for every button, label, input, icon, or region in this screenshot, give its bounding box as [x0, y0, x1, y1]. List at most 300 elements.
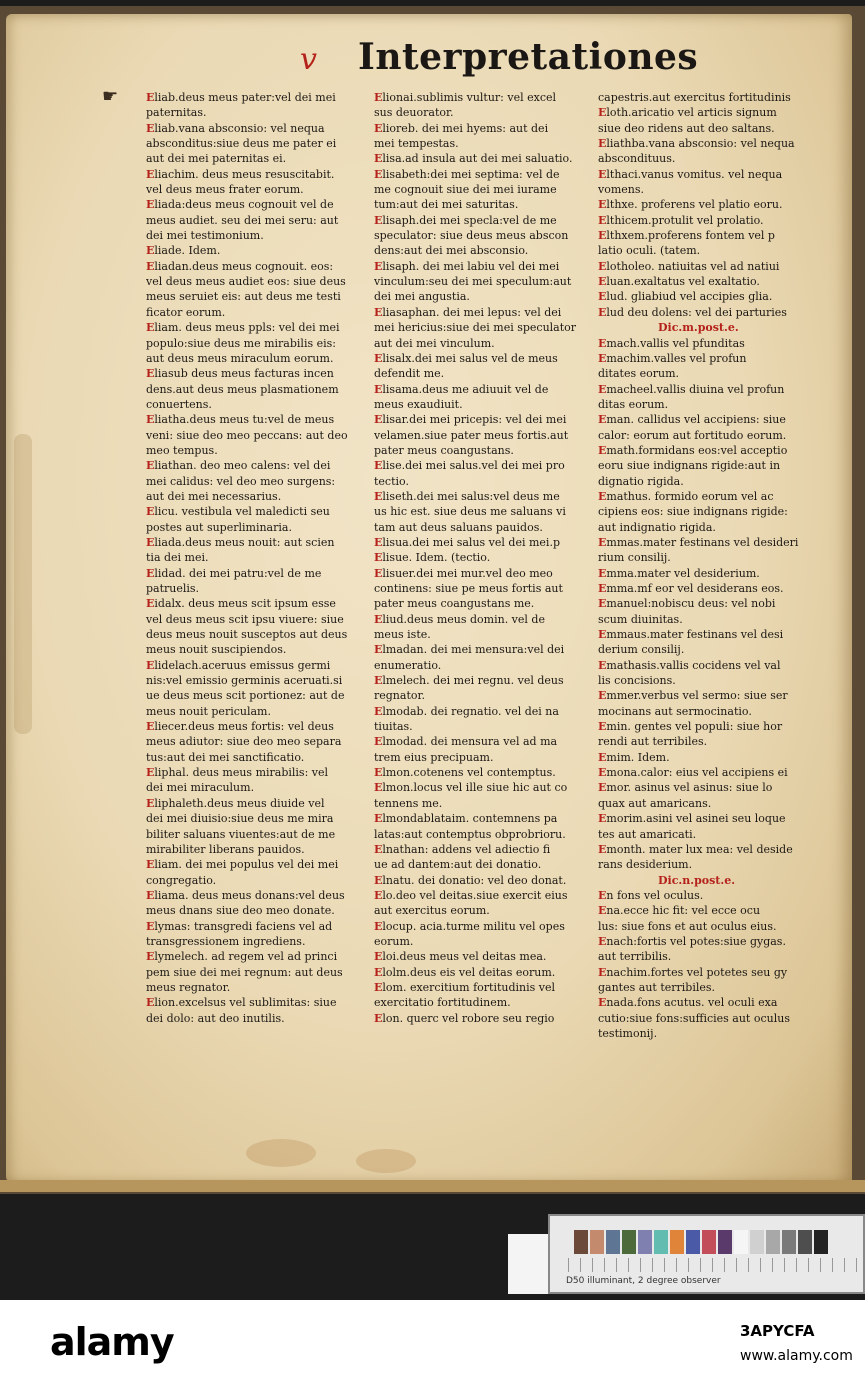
- text-line: ditas eorum.: [598, 397, 669, 411]
- rubricated-initial: E: [374, 413, 383, 427]
- text-line: tiuitas.: [374, 720, 413, 734]
- text-line: rans desiderium.: [598, 858, 693, 872]
- text-line: dei mei angustia.: [374, 290, 470, 304]
- text-line: Elmon.locus vel ille siue hic aut co: [374, 781, 568, 795]
- text-line: rendi aut terribiles.: [598, 735, 708, 749]
- rubricated-initial: E: [374, 965, 383, 979]
- text-line: Eliadan.deus meus cognouit. eos:: [146, 259, 334, 273]
- text-column-2: [374, 90, 588, 1026]
- rubricated-initial: E: [374, 121, 383, 135]
- rubricated-initial: E: [374, 735, 383, 749]
- page-title: Interpretationes: [358, 36, 699, 78]
- rubricated-initial: E: [146, 91, 155, 104]
- text-line: Elisue. Idem. (tectio.: [374, 551, 491, 565]
- text-line: derium consilij.: [598, 643, 685, 657]
- text-line: absconditus:siue deus me pater ei: [146, 137, 337, 151]
- text-line: meus iste.: [374, 628, 431, 642]
- text-line: Emathasis.vallis cocidens vel val: [598, 658, 781, 672]
- text-line: Elmon.cotenens vel contemptus.: [374, 766, 556, 780]
- text-line: scum diuinitas.: [598, 612, 683, 626]
- text-line: mei hericius:siue dei mei speculator: [374, 321, 577, 335]
- text-line: Elnathan: addens vel adiectio fi: [374, 842, 551, 856]
- text-line: Elicu. vestibula vel maledicti seu: [146, 505, 330, 519]
- text-line: Emathus. formido eorum vel ac: [598, 489, 774, 503]
- text-line: rium consilij.: [598, 551, 671, 565]
- text-line: Emonth. mater lux mea: vel deside: [598, 842, 793, 856]
- color-swatch: [670, 1230, 684, 1254]
- rubricated-initial: E: [598, 934, 607, 948]
- text-line: ue deus meus scit portionez: aut de: [146, 689, 345, 703]
- text-line: Eluan.exaltatus vel exaltatio.: [598, 275, 760, 289]
- rubricated-initial: E: [146, 888, 155, 902]
- text-line: tes aut amaricati.: [598, 827, 697, 841]
- text-line: pater meus coangustans me.: [374, 597, 535, 611]
- rubricated-initial: E: [374, 91, 383, 104]
- text-line: Elthxem.proferens fontem vel p: [598, 229, 775, 243]
- text-line: Elmondablataim. contemnens pa: [374, 812, 558, 826]
- text-line: Emor. asinus vel asinus: siue lo: [598, 781, 773, 795]
- rubricated-initial: E: [146, 367, 155, 381]
- rubricated-initial: E: [598, 888, 607, 902]
- text-line: Elon. querc vel robore seu regio: [374, 1011, 555, 1025]
- rubricated-initial: E: [598, 382, 607, 396]
- text-line: tus:aut dei mei sanctificatio.: [146, 750, 305, 764]
- text-line: Elthaci.vanus vomitus. vel nequa: [598, 167, 783, 181]
- text-line: Eliphal. deus meus mirabilis: vel: [146, 766, 329, 780]
- rubricated-initial: E: [374, 382, 383, 396]
- text-line: calor: eorum aut fortitudo eorum.: [598, 428, 787, 442]
- text-line: latio oculi. (tatem.: [598, 244, 701, 258]
- rubricated-initial: E: [598, 336, 607, 350]
- text-line: dignatio rigida.: [598, 474, 684, 488]
- text-line: Elisaph. dei mei labiu vel dei mei: [374, 259, 560, 273]
- text-line: vel deus meus audiet eos: siue deus: [146, 275, 346, 289]
- text-line: Emona.calor: eius vel accipiens ei: [598, 766, 788, 780]
- text-line: Elmodad. dei mensura vel ad ma: [374, 735, 558, 749]
- text-line: Eliathan. deo meo calens: vel dei: [146, 459, 331, 473]
- rubricated-initial: E: [598, 167, 607, 181]
- rubricated-initial: E: [598, 766, 607, 780]
- text-line: cipiens eos: siue indignans rigide:: [598, 505, 788, 519]
- rubricated-initial: E: [146, 321, 155, 335]
- rubricated-initial: E: [146, 121, 155, 135]
- paper-stain: [356, 1149, 416, 1173]
- text-line: Elisua.dei mei salus vel dei mei.p: [374, 535, 560, 549]
- text-line: meus regnator.: [146, 980, 231, 994]
- text-line: Eliphaleth.deus meus diuide vel: [146, 796, 325, 810]
- text-line: abscondituus.: [598, 152, 676, 166]
- rubricated-initial: E: [598, 489, 607, 503]
- text-line: conuertens.: [146, 397, 212, 411]
- rubricated-initial: E: [598, 198, 607, 212]
- rubric-mark: v: [300, 42, 317, 77]
- text-line: Eliatha.deus meus tu:vel de meus: [146, 413, 335, 427]
- text-line: dens:aut dei mei absconsio.: [374, 244, 529, 258]
- color-swatch: [750, 1230, 764, 1254]
- rubricated-initial: E: [374, 351, 383, 365]
- text-line: Emmaus.mater festinans vel desi: [598, 628, 784, 642]
- text-line: Emma.mf eor vel desiderans eos.: [598, 582, 784, 595]
- color-swatch: [686, 1230, 700, 1254]
- text-line: Eliasaphan. dei mei lepus: vel dei: [374, 305, 562, 319]
- rubricated-initial: E: [598, 290, 607, 304]
- rubricated-initial: E: [374, 152, 383, 166]
- text-line: ficator eorum.: [146, 305, 226, 319]
- rubricated-initial: E: [374, 305, 383, 319]
- text-column-1: [146, 90, 360, 1026]
- text-line: aut dei mei paternitas ei.: [146, 152, 287, 166]
- text-line: Emanuel:nobiscu deus: vel nobi: [598, 597, 776, 611]
- rubricated-initial: E: [146, 996, 155, 1010]
- rubricated-initial: E: [374, 842, 383, 856]
- color-swatch: [622, 1230, 636, 1254]
- rubricated-initial: E: [374, 259, 383, 273]
- text-line: Emath.formidans eos:vel acceptio: [598, 443, 788, 457]
- text-line: Emacheel.vallis diuina vel profun: [598, 382, 785, 396]
- color-swatch: [574, 1230, 588, 1254]
- color-checker-label: D50 illuminant, 2 degree observer: [566, 1276, 721, 1286]
- rubricated-initial: E: [374, 643, 383, 657]
- text-line: Elthxe. proferens vel platio eoru.: [598, 198, 783, 212]
- text-line: aut dei mei vinculum.: [374, 336, 495, 350]
- text-line: deus meus nouit susceptos aut deus: [146, 628, 348, 642]
- text-line: mirabiliter liberans pauidos.: [146, 842, 305, 856]
- text-line: vel deus meus frater eorum.: [146, 183, 304, 197]
- text-line: Emma.mater vel desiderium.: [598, 566, 760, 580]
- text-line: Elisaph.dei mei specla:vel de me: [374, 213, 557, 227]
- text-line: meus nouit suscipiendos.: [146, 643, 287, 657]
- text-line: Eliab.deus meus pater:vel dei mei: [146, 91, 336, 104]
- text-line: Emmer.verbus vel sermo: siue ser: [598, 689, 788, 703]
- text-line: enumeratio.: [374, 658, 442, 672]
- text-line: Elidad. dei mei patru:vel de me: [146, 566, 322, 580]
- text-line: Eliade. Idem.: [146, 244, 221, 258]
- scale-grid: [568, 1258, 858, 1272]
- alamy-logo: alamy: [50, 1320, 174, 1364]
- color-swatch: [766, 1230, 780, 1254]
- rubricated-initial: E: [598, 720, 607, 734]
- text-line: velamen.siue pater meus fortis.aut: [374, 428, 569, 442]
- text-line: Elud deu dolens: vel dei parturies: [598, 305, 787, 319]
- rubricated-initial: E: [598, 259, 607, 273]
- text-line: En fons vel oculus.: [598, 888, 704, 902]
- rubricated-initial: E: [146, 858, 155, 872]
- color-swatch: [702, 1230, 716, 1254]
- text-line: vomens.: [598, 183, 645, 197]
- text-line: Dic.n.post.e.: [658, 873, 736, 887]
- rubricated-initial: E: [146, 459, 155, 473]
- text-line: aut terribilis.: [598, 950, 672, 964]
- text-line: Elo.deo vel deitas.siue exercit eius: [374, 888, 568, 902]
- text-line: Eliud.deus meus domin. vel de: [374, 612, 545, 626]
- text-line: dei mei miraculum.: [146, 781, 255, 795]
- rubricated-initial: E: [374, 213, 383, 227]
- text-line: Elymelech. ad regem vel ad princi: [146, 950, 338, 964]
- color-swatch: [814, 1230, 828, 1254]
- text-line: lis concisions.: [598, 674, 676, 688]
- rubricated-initial: E: [374, 888, 383, 902]
- text-line: continens: siue pe meus fortis aut: [374, 582, 563, 595]
- rubricated-initial: E: [146, 244, 155, 258]
- rubricated-initial: E: [146, 198, 155, 212]
- rubricated-initial: E: [146, 259, 155, 273]
- text-line: Elmadan. dei mei mensura:vel dei: [374, 643, 565, 657]
- color-swatch: [782, 1230, 796, 1254]
- text-line: mei calidus: vel deo meo surgens:: [146, 474, 336, 488]
- rubricated-initial: E: [146, 796, 155, 810]
- text-line: Eliada.deus meus nouit: aut scien: [146, 535, 335, 549]
- page-heading: [300, 34, 699, 84]
- text-line: Emmas.mater festinans vel desideri: [598, 535, 799, 549]
- text-line: Elion.excelsus vel sublimitas: siue: [146, 996, 337, 1010]
- text-line: Elise.dei mei salus.vel dei mei pro: [374, 459, 565, 473]
- text-line: Eliachim. deus meus resuscitabit.: [146, 167, 335, 181]
- text-line: Elom. exercitium fortitudinis vel: [374, 980, 556, 994]
- rubricated-initial: E: [146, 597, 155, 611]
- text-line: populo:siue deus me mirabilis eis:: [146, 336, 336, 350]
- text-line: Emim. Idem.: [598, 750, 670, 764]
- rubricated-initial: E: [146, 505, 155, 519]
- text-line: tam aut deus saluans pauidos.: [374, 520, 543, 534]
- rubricated-initial: E: [598, 443, 607, 457]
- text-line: meus exaudiuit.: [374, 397, 463, 411]
- text-line: ue ad dantem:aut dei donatio.: [374, 858, 542, 872]
- paper-stain: [246, 1139, 316, 1167]
- text-line: Elioreb. dei mei hyems: aut dei: [374, 121, 549, 135]
- rubricated-initial: E: [374, 1011, 383, 1025]
- text-line: Elymas: transgredi faciens vel ad: [146, 919, 333, 933]
- text-line: Elocup. acia.turme militu vel opes: [374, 919, 565, 933]
- text-line: Eloi.deus meus vel deitas mea.: [374, 950, 547, 964]
- text-line: meus dnans siue deo meo donate.: [146, 904, 335, 918]
- text-line: aut exercitus eorum.: [374, 904, 490, 918]
- color-swatch: [638, 1230, 652, 1254]
- text-line: congregatio.: [146, 873, 217, 887]
- text-line: Elnatu. dei donatio: vel deo donat.: [374, 873, 567, 887]
- text-line: paternitas.: [146, 106, 207, 120]
- text-line: latas:aut contemptus obprobrioru.: [374, 827, 566, 841]
- text-line: Elionai.sublimis vultur: vel excel: [374, 91, 557, 104]
- color-swatch: [798, 1230, 812, 1254]
- rubricated-initial: E: [598, 904, 607, 918]
- text-line: Eliecer.deus meus fortis: vel deus: [146, 720, 334, 734]
- text-line: Eloth.aricatio vel articis signum: [598, 106, 777, 120]
- text-line: dei mei diuisio:siue deus me mira: [146, 812, 334, 826]
- text-line: patruelis.: [146, 582, 200, 595]
- text-line: vel deus meus scit ipsu viuere: siue: [146, 612, 344, 626]
- text-line: dens.aut deus meus plasmationem: [146, 382, 339, 396]
- rubricated-initial: E: [598, 597, 607, 611]
- rubricated-initial: E: [598, 750, 607, 764]
- rubricated-initial: E: [598, 106, 607, 120]
- text-line: Emin. gentes vel populi: siue hor: [598, 720, 783, 734]
- text-line: Eliab.vana absconsio: vel nequa: [146, 121, 325, 135]
- text-line: vinculum:seu dei mei speculum:aut: [374, 275, 572, 289]
- text-line: Emachim.valles vel profun: [598, 351, 747, 365]
- rubricated-initial: E: [598, 996, 607, 1010]
- text-line: Enach:fortis vel potes:siue gygas.: [598, 934, 786, 948]
- rubricated-initial: E: [598, 535, 607, 549]
- rubricated-initial: E: [598, 351, 607, 365]
- text-line: Elud. gliabiud vel accipies glia.: [598, 290, 773, 304]
- text-line: defendit me.: [374, 367, 445, 381]
- text-line: meus seruiet eis: aut deus me testi: [146, 290, 341, 304]
- text-line: capestris.aut exercitus fortitudinis: [598, 91, 791, 104]
- text-line: Elotholeo. natiuitas vel ad natiui: [598, 259, 780, 273]
- rubricated-initial: E: [374, 812, 383, 826]
- text-line: biliter saluans viuentes:aut de me: [146, 827, 336, 841]
- text-line: mocinans aut sermocinatio.: [598, 704, 752, 718]
- text-line: pater meus coangustans.: [374, 443, 514, 457]
- text-line: eorum.: [374, 934, 414, 948]
- text-line: Elidelach.aceruus emissus germi: [146, 658, 331, 672]
- text-line: Eliada:deus meus cognouit vel de: [146, 198, 334, 212]
- text-line: gantes aut terribiles.: [598, 980, 716, 994]
- text-line: tennens me.: [374, 796, 443, 810]
- text-line: aut dei mei necessarius.: [146, 489, 282, 503]
- text-line: Elisalx.dei mei salus vel de meus: [374, 351, 558, 365]
- rubricated-initial: E: [374, 766, 383, 780]
- text-line: siue deo ridens aut deo saltans.: [598, 121, 775, 135]
- rubricated-initial: E: [146, 919, 155, 933]
- rubricated-initial: E: [374, 674, 383, 688]
- text-line: trem eius precipuam.: [374, 750, 494, 764]
- rubricated-initial: E: [374, 535, 383, 549]
- text-line: Eliseth.dei mei salus:vel deus me: [374, 489, 560, 503]
- text-line: Elolm.deus eis vel deitas eorum.: [374, 965, 556, 979]
- rubricated-initial: E: [598, 566, 607, 580]
- rubricated-initial: E: [374, 167, 383, 181]
- rubricated-initial: E: [374, 873, 383, 887]
- text-line: nis:vel emissio germinis aceruati.si: [146, 674, 343, 688]
- rubricated-initial: E: [598, 275, 607, 289]
- text-line: speculator: siue deus meus abscon: [374, 229, 569, 243]
- text-line: Eliam. dei mei populus vel dei mei: [146, 858, 339, 872]
- text-line: Eidalx. deus meus scit ipsum esse: [146, 597, 336, 611]
- color-swatch: [606, 1230, 620, 1254]
- manicule-pointer-icon: ☛: [102, 86, 119, 107]
- text-line: Elthicem.protulit vel prolatio.: [598, 213, 764, 227]
- text-line: mei tempestas.: [374, 137, 459, 151]
- text-line: tectio.: [374, 474, 409, 488]
- rubricated-initial: E: [374, 612, 383, 626]
- rubricated-initial: E: [598, 213, 607, 227]
- text-line: Eliathba.vana absconsio: vel nequa: [598, 137, 795, 151]
- rubricated-initial: E: [146, 566, 155, 580]
- text-line: Elisuer.dei mei mur.vel deo meo: [374, 566, 553, 580]
- text-line: quax aut amaricans.: [598, 796, 712, 810]
- rubricated-initial: E: [598, 305, 607, 319]
- text-line: Dic.m.post.e.: [658, 321, 739, 335]
- rubricated-initial: E: [146, 720, 155, 734]
- text-line: lus: siue fons et aut oculus eius.: [598, 919, 777, 933]
- text-line: Elmelech. dei mei regnu. vel deus: [374, 674, 564, 688]
- rubricated-initial: E: [598, 965, 607, 979]
- text-line: Elisa.ad insula aut dei mei saluatio.: [374, 152, 573, 166]
- rubricated-initial: E: [374, 551, 383, 565]
- rubricated-initial: E: [374, 781, 383, 795]
- rubricated-initial: E: [598, 582, 607, 595]
- text-line: Eliam. deus meus ppls: vel dei mei: [146, 321, 340, 335]
- rubricated-initial: E: [374, 704, 383, 718]
- rubricated-initial: E: [374, 950, 383, 964]
- rubricated-initial: E: [146, 950, 155, 964]
- rubricated-initial: E: [146, 766, 155, 780]
- text-line: transgressionem ingrediens.: [146, 934, 306, 948]
- text-line: Eliasub deus meus facturas incen: [146, 367, 334, 381]
- rubricated-initial: E: [598, 842, 607, 856]
- text-line: sus deuorator.: [374, 106, 454, 120]
- color-checker-card: [548, 1214, 865, 1294]
- text-line: ditates eorum.: [598, 367, 680, 381]
- text-line: Ena.ecce hic fit: vel ecce ocu: [598, 904, 761, 918]
- text-line: meus nouit periculam.: [146, 704, 271, 718]
- text-line: testimonij.: [598, 1026, 658, 1040]
- rubricated-initial: E: [374, 919, 383, 933]
- rubricated-initial: E: [598, 628, 607, 642]
- text-line: dei dolo: aut deo inutilis.: [146, 1011, 285, 1025]
- rubricated-initial: E: [598, 689, 607, 703]
- text-line: exercitatio fortitudinem.: [374, 996, 511, 1010]
- rubricated-initial: E: [146, 167, 155, 181]
- color-swatch: [734, 1230, 748, 1254]
- rubricated-initial: E: [598, 413, 607, 427]
- text-line: meo tempus.: [146, 443, 218, 457]
- text-line: meus adiutor: siue deo meo separa: [146, 735, 342, 749]
- rubricated-initial: E: [146, 535, 155, 549]
- paper-stain: [14, 434, 32, 734]
- text-column-3: [598, 90, 810, 1041]
- rubricated-initial: E: [374, 566, 383, 580]
- text-line: Eman. callidus vel accipiens: siue: [598, 413, 786, 427]
- text-line: cutio:siue fons:sufficies aut oculus: [598, 1011, 790, 1025]
- text-line: Elmodab. dei regnatio. vel dei na: [374, 704, 559, 718]
- rubricated-initial: E: [374, 980, 383, 994]
- rubricated-initial: E: [598, 812, 607, 826]
- text-line: postes aut superliminaria.: [146, 520, 292, 534]
- text-line: tia dei mei.: [146, 551, 209, 565]
- text-line: regnator.: [374, 689, 426, 703]
- text-line: Enada.fons acutus. vel oculi exa: [598, 996, 778, 1010]
- rubricated-initial: E: [146, 658, 155, 672]
- text-line: veni: siue deo meo peccans: aut deo: [146, 428, 348, 442]
- image-code: 3APYCFA: [740, 1322, 815, 1340]
- color-swatch: [590, 1230, 604, 1254]
- text-line: pem siue dei mei regnum: aut deus: [146, 965, 343, 979]
- site-url: www.alamy.com: [740, 1348, 853, 1364]
- color-swatch: [654, 1230, 668, 1254]
- rubricated-initial: E: [374, 459, 383, 473]
- rubricated-initial: E: [146, 413, 155, 427]
- text-line: us hic est. siue deus me saluans vi: [374, 505, 566, 519]
- color-swatch: [718, 1230, 732, 1254]
- text-line: me cognouit siue dei mei iurame: [374, 183, 557, 197]
- text-line: eoru siue indignans rigide:aut in: [598, 459, 781, 473]
- text-line: Elisar.dei mei pricepis: vel dei mei: [374, 413, 567, 427]
- text-line: meus audiet. seu dei mei seru: aut: [146, 213, 339, 227]
- text-line: tum:aut dei mei saturitas.: [374, 198, 519, 212]
- rubricated-initial: E: [374, 489, 383, 503]
- text-line: aut indignatio rigida.: [598, 520, 716, 534]
- rubricated-initial: E: [598, 229, 607, 243]
- rubricated-initial: E: [598, 658, 607, 672]
- page-bottom-edge: [0, 1180, 865, 1192]
- text-line: Enachim.fortes vel potetes seu gy: [598, 965, 788, 979]
- text-line: Emach.vallis vel pfunditas: [598, 336, 745, 350]
- text-line: Elisama.deus me adiuuit vel de: [374, 382, 549, 396]
- rubricated-initial: E: [598, 781, 607, 795]
- text-line: Elisabeth:dei mei septima: vel de: [374, 167, 560, 181]
